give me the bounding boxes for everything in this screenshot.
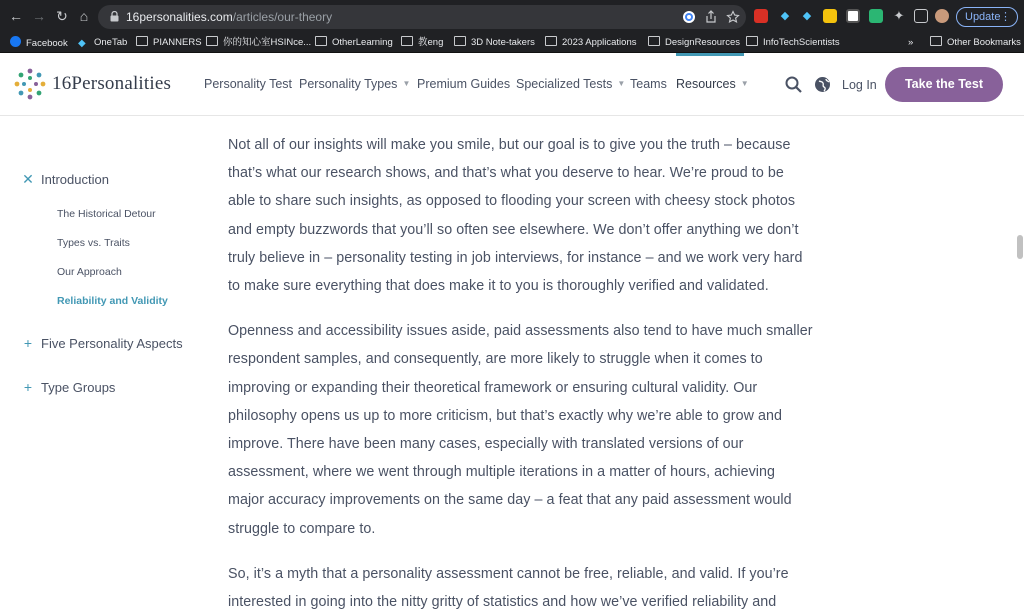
- adblock-icon[interactable]: [754, 9, 768, 23]
- bookmark-label: 2023 Applications: [562, 37, 637, 48]
- address-bar[interactable]: [98, 5, 746, 29]
- article-line: struggle to compare to.: [228, 520, 376, 537]
- browser-toolbar: [0, 0, 1024, 33]
- chevron-down-icon: ▼: [402, 79, 411, 88]
- forward-icon[interactable]: →: [32, 8, 46, 24]
- bookmark-label: OtherLearning: [332, 37, 393, 48]
- folder-icon: [930, 36, 942, 46]
- menu-premium-guides[interactable]: [417, 77, 510, 91]
- toc-our-approach[interactable]: Our Approach: [57, 266, 122, 278]
- logo-icon[interactable]: [14, 68, 46, 100]
- article-line: truly believe in – personality testing in job interviews, for instance – and we work very hard: [228, 249, 803, 266]
- article-paragraph: [228, 131, 828, 300]
- update-label: Update: [965, 11, 1001, 23]
- bookmark-label: 3D Note-takers: [471, 37, 535, 48]
- toc-label: Introduction: [41, 172, 109, 187]
- article-line: and empty buzzwords that you’ll so often see elsewhere. We don’t offer anything we don’t: [228, 221, 799, 238]
- article-line: major accuracy improvements on the same day – a feat that any paid assessment would: [228, 492, 792, 509]
- chevron-down-icon: ▼: [740, 79, 749, 88]
- facebook-icon: [10, 36, 21, 47]
- toc-introduction[interactable]: [22, 171, 109, 188]
- folder-icon: [648, 36, 660, 46]
- plus-icon: +: [23, 335, 33, 351]
- article-paragraph: [228, 317, 828, 543]
- url-domain: 16personalities.com: [126, 10, 233, 24]
- article-line: Not all of our insights will make you smile, but our goal is to give you the truth – because: [228, 137, 791, 153]
- article-line: philosophy opens us up to more criticism, but that’s exactly why we’re able to grow and: [228, 407, 782, 424]
- bookmark-eng[interactable]: [401, 36, 443, 50]
- bookmark-label: OneTab: [94, 37, 128, 48]
- url-path: /articles/our-theory: [232, 10, 333, 24]
- bookmark-label: DesignResources: [665, 37, 740, 48]
- globe-icon[interactable]: [814, 76, 831, 93]
- search-icon[interactable]: [785, 76, 802, 93]
- bookmark-3d-note-takers[interactable]: [454, 36, 535, 50]
- bookmark-designresources[interactable]: [648, 36, 740, 50]
- notion-icon[interactable]: [846, 9, 860, 23]
- take-the-test-button[interactable]: Take the Test: [885, 67, 1003, 102]
- ext-yellow-icon[interactable]: [823, 9, 837, 23]
- home-icon[interactable]: ⌂: [79, 8, 89, 24]
- folder-icon: [545, 36, 557, 46]
- bookmark-onetab[interactable]: [78, 36, 127, 50]
- article-line: assessment, where we went through multiple iterations in a matter of hours, achieving: [228, 464, 776, 481]
- bookmark-label: PIANNERS: [153, 37, 202, 48]
- toc-historical-detour[interactable]: The Historical Detour: [57, 208, 156, 220]
- toc-label: Five Personality Aspects: [41, 336, 183, 351]
- folder-icon: [206, 36, 218, 46]
- menu-teams[interactable]: [630, 77, 667, 91]
- sidepanel-icon[interactable]: [914, 9, 928, 23]
- bookmark-label: Other Bookmarks: [947, 37, 1021, 48]
- other-bookmarks[interactable]: [930, 36, 1021, 50]
- toc-five-aspects[interactable]: [22, 335, 183, 351]
- avatar[interactable]: [935, 9, 949, 23]
- site-header: [0, 53, 1024, 116]
- article-line: interested in going into the nitty gritty of statistics and how we’ve verified reliability and: [228, 594, 777, 611]
- menu-label: Personality Test: [204, 77, 293, 91]
- article-line: to make sure everything that does make it to you is thoroughly verified and validated.: [228, 278, 769, 295]
- diamond-ext-icon[interactable]: ◆: [780, 10, 790, 22]
- login-link[interactable]: Log In: [842, 78, 877, 92]
- folder-icon: [454, 36, 466, 46]
- star-icon[interactable]: [726, 10, 740, 24]
- bookmark-infotechscientists[interactable]: [746, 36, 840, 50]
- url-text: [126, 10, 332, 24]
- article-paragraph: [228, 560, 828, 614]
- bookmark-2023-applications[interactable]: [545, 36, 636, 50]
- article-line: respondent samples, and consequently, are more likely to struggle when it comes to: [228, 351, 763, 368]
- folder-icon: [401, 36, 413, 46]
- diamond-ext-2-icon[interactable]: ◆: [802, 10, 812, 22]
- toc-types-vs-traits[interactable]: Types vs. Traits: [57, 237, 130, 249]
- ext-green-icon[interactable]: [869, 9, 883, 23]
- google-icon[interactable]: [682, 10, 696, 24]
- chevron-down-icon: ▼: [617, 79, 626, 88]
- bookmark-label: Facebook: [26, 38, 68, 49]
- toc-type-groups[interactable]: [22, 379, 115, 395]
- menu-personality-types[interactable]: [299, 77, 410, 91]
- plus-icon: +: [23, 379, 33, 395]
- folder-icon: [136, 36, 148, 46]
- logo-text[interactable]: 16Personalities: [52, 73, 172, 94]
- article-line: improving or expanding their theoretical framework or ensuring cultural validity. Our: [228, 379, 758, 396]
- article-line: able to share such insights, as opposed to flooding your screen with cheesy stock photos: [228, 193, 796, 210]
- reload-icon[interactable]: ↻: [56, 8, 68, 24]
- folder-icon: [746, 36, 758, 46]
- article-line: Openness and accessibility issues aside, paid assessments also tend to have much smaller: [228, 323, 813, 340]
- more-icon: ⋮: [1000, 11, 1011, 23]
- bookmarks-overflow[interactable]: [908, 36, 913, 50]
- update-button[interactable]: [956, 7, 1018, 27]
- bookmark-label: InfoTechScientists: [763, 37, 840, 48]
- bookmark-label: 教eng: [418, 37, 444, 48]
- share-icon[interactable]: [704, 10, 718, 24]
- bookmark-facebook[interactable]: [10, 36, 68, 51]
- article-line: improve. There have been many cases, especially with translated versions of our: [228, 436, 744, 453]
- close-icon: ✕: [22, 171, 34, 187]
- toc-reliability-validity[interactable]: Reliability and Validity: [57, 295, 168, 307]
- toc-label: Type Groups: [41, 380, 116, 395]
- menu-label: Personality Types: [299, 77, 398, 91]
- menu-label: Premium Guides: [417, 77, 511, 91]
- bookmark-otherlearning[interactable]: [315, 36, 393, 50]
- article-line: So, it’s a myth that a personality assessment cannot be free, reliable, and valid. If you’re: [228, 565, 789, 582]
- puzzle-icon[interactable]: ✦: [893, 8, 905, 23]
- menu-personality-test[interactable]: [204, 77, 292, 91]
- scrollbar-thumb[interactable]: [1017, 235, 1023, 259]
- back-icon[interactable]: ←: [9, 8, 23, 24]
- menu-label: Resources: [676, 77, 736, 91]
- bookmark-label: 你的知心室HSINce...: [223, 37, 312, 48]
- article-body: [228, 131, 828, 614]
- bookmark-hsince[interactable]: [206, 36, 311, 50]
- onetab-icon: ◆: [78, 38, 86, 49]
- bookmark-pianners[interactable]: [136, 36, 202, 50]
- menu-specialized-tests[interactable]: [516, 77, 625, 91]
- menu-label: Teams: [630, 77, 667, 91]
- article-line: that’s what our research shows, and that’s what you deserve to hear. We’re proud to be: [228, 165, 784, 182]
- active-menu-indicator: [676, 53, 744, 56]
- overflow-chevron-icon: »: [908, 37, 914, 48]
- folder-icon: [315, 36, 327, 46]
- menu-label: Specialized Tests: [516, 77, 613, 91]
- lock-icon: [110, 11, 119, 22]
- bookmarks-bar: [0, 33, 1024, 53]
- menu-resources[interactable]: [676, 77, 749, 91]
